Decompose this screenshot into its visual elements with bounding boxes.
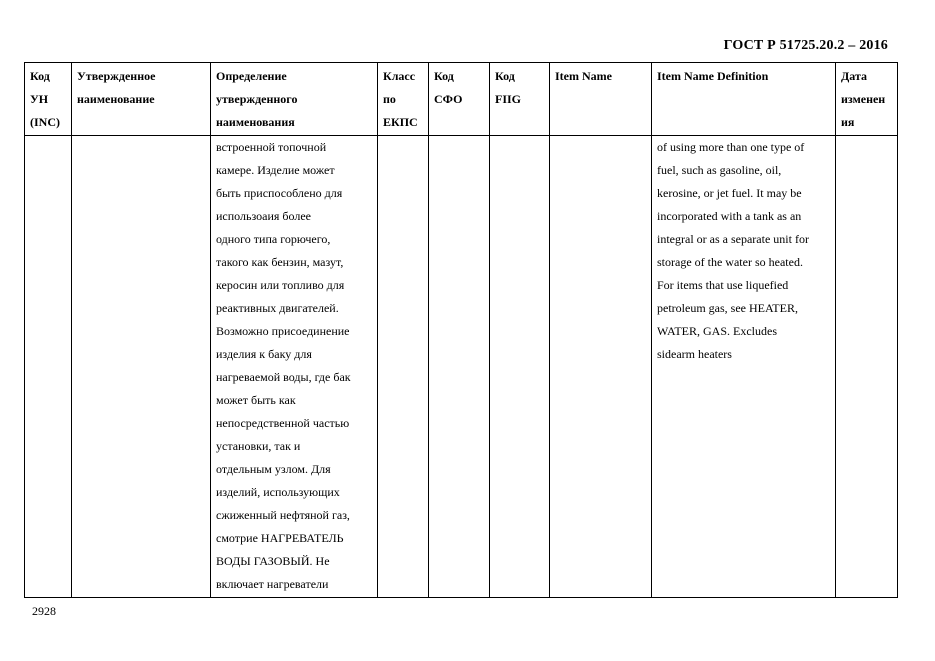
header-sfo-code: Код СФО	[429, 63, 490, 136]
page-number: 2928	[32, 604, 56, 618]
cell-sfo-code	[429, 136, 490, 598]
header-definition-ru: Определение утвержденного наименования	[211, 63, 378, 136]
cell-item-name	[550, 136, 652, 598]
header-item-name: Item Name	[550, 63, 652, 136]
table-row	[25, 136, 898, 598]
document-standard-title: ГОСТ Р 51725.20.2 – 2016	[723, 38, 888, 53]
header-ekps-class: Класс по ЕКПС	[378, 63, 429, 136]
inc-table	[24, 62, 898, 598]
header-change-date: Дата изменен ия	[836, 63, 898, 136]
cell-definition-ru: встроенной топочной камере. Изделие может быть приспособлено для использоаия более одного типа горючего, такого как бензин, мазут, керосин или топливо для реактивных двигателей. Возможно присоединение изделия к баку для нагреваемой воды, где бак может быть как непосредственной частью установки, так и отдельным узлом. Для изделий, использующих сжиженный нефтяной газ, смотрие НАГРЕВАТЕЛЬ ВОДЫ ГАЗОВЫЙ. Не включает нагреватели	[211, 136, 378, 598]
header-fiig-code: Код FIIG	[490, 63, 550, 136]
table-header-row	[25, 63, 898, 136]
cell-approved-name	[72, 136, 211, 598]
header-inc-code: Код УН (INC)	[25, 63, 72, 136]
cell-inc-code	[25, 136, 72, 598]
cell-ekps-class	[378, 136, 429, 598]
cell-item-name-definition: of using more than one type of fuel, such as gasoline, oil, kerosine, or jet fuel. It may be incorporated with a tank as an integral or as a separate unit for storage of the water so heated. For items that use liquefied petroleum gas, see HEATER, WATER, GAS. Excludes sidearm heaters	[652, 136, 836, 598]
cell-fiig-code	[490, 136, 550, 598]
header-item-name-definition: Item Name Definition	[652, 63, 836, 136]
header-approved-name: Утвержденное наименование	[72, 63, 211, 136]
cell-change-date	[836, 136, 898, 598]
